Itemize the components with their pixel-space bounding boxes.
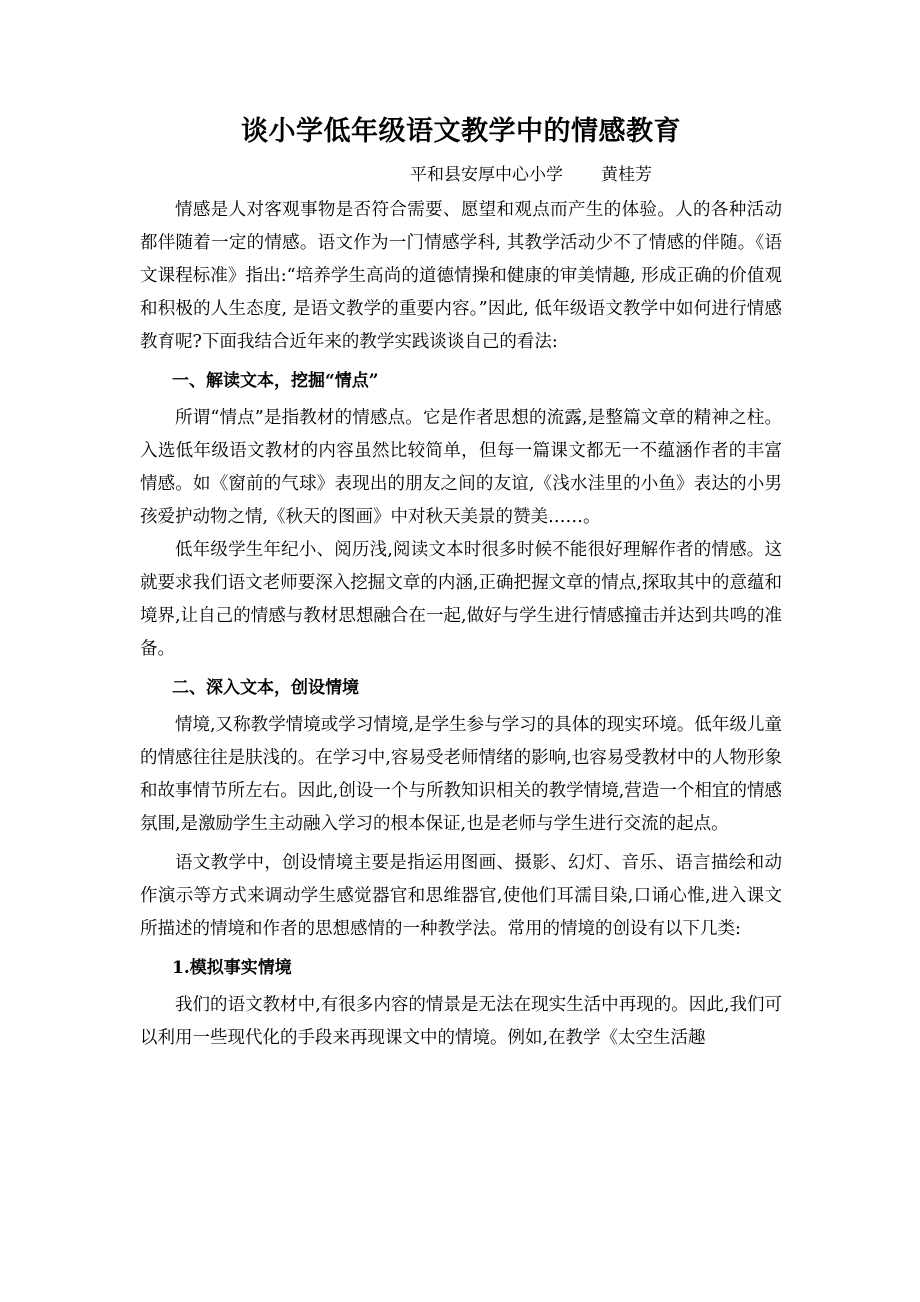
document-title: 谈小学低年级语文教学中的情感教育	[241, 116, 681, 147]
intro-paragraph: 情感是人对客观事物是否符合需要、愿望和观点而产生的体验。人的各种活动都伴随着一定的情感。语文作为一门情感学科, 其教学活动少不了情感的伴随。《语文课程标准》指出:“培养学生高尚的道德情操和健康的审美情趣, 形成正确的价值观和积极的人生态度, 是语文教学的重要内容。”因此, 低年级语文教学中如何进行情感教育呢?下面我结合近年来的教学实践谈谈自己的看法:	[140, 200, 782, 352]
section2-paragraph-1: 情境,又称教学情境或学习情境,是学生参与学习的具体的现实环境。低年级儿童的情感往往是肤浅的。在学习中,容易受老师情绪的影响,也容易受教材中的人物形象和故事情节所左右。因此,创设一个与所教知识相关的教学情境,营造一个相宜的情感氛围,是激励学生主动融入学习的根本保证,也是老师与学生进行交流的起点。	[140, 715, 782, 834]
section1-paragraph-1: 所谓“情点”是指教材的情感点。它是作者思想的流露,是整篇文章的精神之柱。入选低年级语文教材的内容虽然比较简单，但每一篇课文都无一不蕴涵作者的丰富情感。如《窗前的气球》表现出的朋友之间的友谊,《浅水洼里的小鱼》表达的小男孩爱护动物之情,《秋天的图画》中对秋天美景的赞美……。	[140, 408, 782, 527]
byline	[410, 160, 782, 190]
school-name: 平和县安厚中心小学	[410, 165, 563, 185]
section-heading-2: 二、深入文本，创设情境	[172, 678, 359, 698]
section2-paragraph-2: 语文教学中，创设情境主要是指运用图画、摄影、幻灯、音乐、语言描绘和动作演示等方式来调动学生感觉器官和思维器官,使他们耳濡目染,口诵心惟,进入课文所描述的情境和作者的思想感情的一种教学法。常用的情境的创设有以下几类:	[140, 853, 782, 939]
subsection1-paragraph-1: 我们的语文教材中,有很多内容的情景是无法在现实生活中再现的。因此,我们可以利用一些现代化的手段来再现课文中的情境。例如,在教学《太空生活趣	[140, 995, 782, 1048]
document-page	[140, 112, 782, 1055]
author-name: 黄桂芳	[601, 165, 652, 185]
subsection-heading-1: 1.模拟事实情境	[172, 958, 292, 978]
section-heading-1: 一、解读文本，挖掘“情点”	[172, 371, 379, 391]
section1-paragraph-2: 低年级学生年纪小、阅历浅,阅读文本时很多时候不能很好理解作者的情感。这就要求我们语文老师要深入挖掘文章的内涵,正确把握文章的情点,探取其中的意蕴和境界,让自己的情感与教材思想融合在一起,做好与学生进行情感撞击并达到共鸣的准备。	[140, 540, 782, 659]
